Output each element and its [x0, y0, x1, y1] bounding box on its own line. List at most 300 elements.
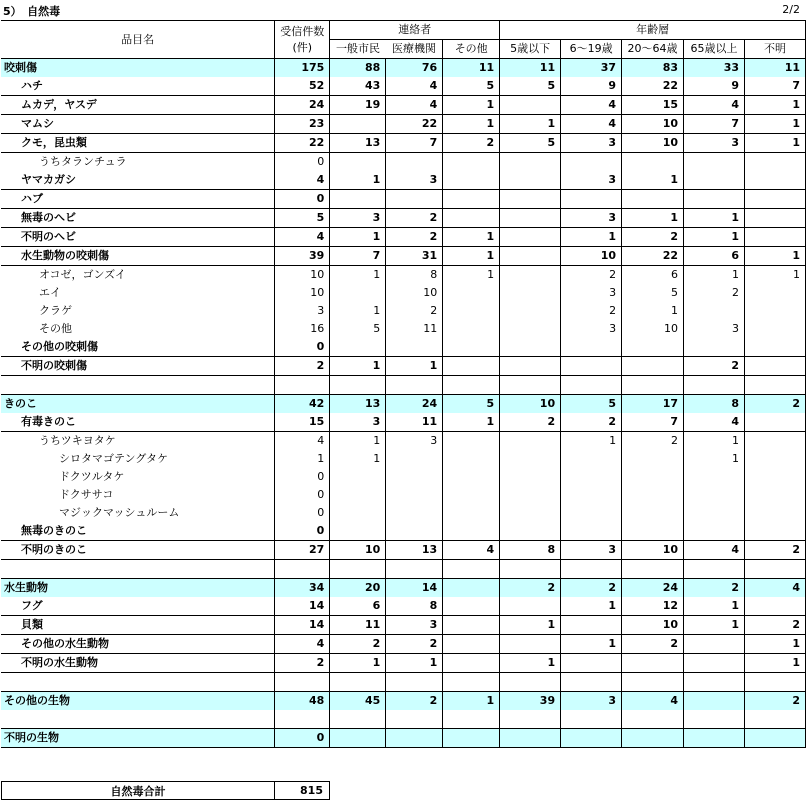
table-row: [1, 190, 806, 209]
age-count: [684, 654, 745, 673]
section-title: 5） 自然毒: [3, 5, 61, 18]
contact-count: 1: [443, 115, 500, 134]
age-count: [561, 468, 622, 486]
age-count: 6: [622, 266, 684, 285]
age-count: 1: [684, 228, 745, 247]
age-count: 3: [561, 134, 622, 153]
table-row: [1, 209, 806, 228]
table-row: [1, 486, 806, 504]
contact-count: [386, 710, 443, 729]
table-row: [1, 692, 806, 711]
age-count: 1: [745, 266, 806, 285]
received-count-header: [275, 21, 330, 59]
received-label: 受信件数: [280, 24, 325, 38]
item-name: 水生動物: [1, 579, 275, 598]
age-count: [500, 635, 561, 654]
age-count: [622, 338, 684, 357]
contact-count: 1: [443, 96, 500, 115]
age-count: [561, 376, 622, 395]
age-count: 39: [500, 692, 561, 711]
age-count: [622, 357, 684, 376]
received-count: [275, 710, 330, 729]
age-count: 7: [622, 413, 684, 432]
age-count: 1: [745, 134, 806, 153]
table-row: [1, 673, 806, 692]
age-count: [684, 729, 745, 748]
age-count: [500, 673, 561, 692]
received-count: 175: [275, 59, 330, 78]
contact-count: 2: [330, 635, 386, 654]
age-col-header: 不明: [745, 40, 806, 59]
item-name: [1, 673, 275, 692]
received-count: 0: [275, 522, 330, 541]
age-count: 1: [561, 432, 622, 451]
contact-count: 13: [330, 134, 386, 153]
table-row: [1, 266, 806, 285]
received-count: 4: [275, 228, 330, 247]
contact-count: 3: [386, 171, 443, 190]
age-count: [500, 266, 561, 285]
age-count: 1: [684, 450, 745, 468]
contact-count: [443, 284, 500, 302]
age-count: 1: [561, 635, 622, 654]
age-count: 4: [561, 115, 622, 134]
age-count: [684, 635, 745, 654]
age-count: 1: [745, 654, 806, 673]
age-col-header: 65歳以上: [684, 40, 745, 59]
age-count: 22: [622, 77, 684, 96]
age-count: [622, 153, 684, 172]
contact-col-header: 一般市民: [330, 40, 386, 59]
age-count: [745, 228, 806, 247]
age-count: [745, 376, 806, 395]
age-count: 1: [684, 266, 745, 285]
table-row: [1, 59, 806, 78]
item-name: 不明のヘビ: [1, 228, 275, 247]
age-count: [745, 153, 806, 172]
received-count: 14: [275, 597, 330, 616]
table-row: [1, 579, 806, 598]
age-count: [745, 486, 806, 504]
received-count: 34: [275, 579, 330, 598]
age-count: [745, 209, 806, 228]
table-row: [1, 413, 806, 432]
item-name: オコゼ，ゴンズイ: [39, 268, 126, 281]
age-count: [684, 560, 745, 579]
contact-count: 13: [330, 395, 386, 414]
contact-count: 45: [330, 692, 386, 711]
age-count: [745, 284, 806, 302]
age-count: 11: [745, 59, 806, 78]
contact-count: 11: [386, 413, 443, 432]
contact-count: 10: [386, 284, 443, 302]
item-name: クモ，昆虫類: [1, 134, 275, 153]
contact-count: 1: [386, 357, 443, 376]
age-count: [684, 338, 745, 357]
age-count: [684, 486, 745, 504]
contact-count: [443, 579, 500, 598]
table-row: [1, 134, 806, 153]
contact-count: 1: [330, 654, 386, 673]
age-group-header: 年齢層: [500, 21, 806, 40]
age-count: [561, 450, 622, 468]
age-count: [500, 171, 561, 190]
received-count: 0: [275, 729, 330, 748]
table-row: [1, 468, 806, 486]
age-count: [561, 710, 622, 729]
contact-count: [386, 673, 443, 692]
contact-count: 2: [386, 692, 443, 711]
age-count: 1: [745, 115, 806, 134]
contact-count: 3: [386, 432, 443, 451]
age-count: [561, 522, 622, 541]
age-count: [622, 468, 684, 486]
item-name: 不明の生物: [1, 729, 275, 748]
contact-count: 1: [443, 247, 500, 266]
contact-count: 11: [443, 59, 500, 78]
age-count: 6: [684, 247, 745, 266]
received-count: 24: [275, 96, 330, 115]
age-count: 9: [684, 77, 745, 96]
item-name: その他の生物: [1, 692, 275, 711]
contact-count: [330, 729, 386, 748]
age-count: 3: [684, 134, 745, 153]
age-count: [622, 560, 684, 579]
received-count: 15: [275, 413, 330, 432]
age-count: 9: [561, 77, 622, 96]
item-name: その他: [39, 322, 72, 335]
contact-count: [443, 635, 500, 654]
age-count: 5: [561, 395, 622, 414]
age-count: 83: [622, 59, 684, 78]
age-count: 3: [561, 320, 622, 338]
contact-count: 2: [386, 635, 443, 654]
age-count: 3: [561, 284, 622, 302]
received-count: 2: [275, 357, 330, 376]
age-count: [500, 284, 561, 302]
item-name: ヤマカガシ: [1, 171, 275, 190]
contact-count: [386, 450, 443, 468]
age-count: [622, 673, 684, 692]
table-row: [1, 338, 806, 357]
age-count: 17: [622, 395, 684, 414]
age-count: [684, 171, 745, 190]
age-count: 37: [561, 59, 622, 78]
received-count: 10: [275, 284, 330, 302]
item-name: [1, 560, 275, 579]
age-count: 10: [622, 541, 684, 560]
age-count: [622, 504, 684, 522]
age-count: 1: [500, 115, 561, 134]
age-count: [561, 560, 622, 579]
table-row: [1, 153, 806, 172]
age-count: [745, 560, 806, 579]
age-count: [745, 432, 806, 451]
received-count: 10: [275, 266, 330, 285]
age-count: 4: [745, 579, 806, 598]
age-count: [745, 357, 806, 376]
age-count: [500, 153, 561, 172]
item-name: フグ: [1, 597, 275, 616]
contact-count: [443, 654, 500, 673]
age-count: 24: [622, 579, 684, 598]
contact-count: 19: [330, 96, 386, 115]
item-name: 不明のきのこ: [1, 541, 275, 560]
age-count: [500, 522, 561, 541]
age-count: 10: [622, 134, 684, 153]
contact-count: [443, 597, 500, 616]
age-count: 4: [622, 692, 684, 711]
age-count: [745, 597, 806, 616]
age-count: 3: [561, 541, 622, 560]
contact-count: 43: [330, 77, 386, 96]
received-count: 14: [275, 616, 330, 635]
contact-count: 76: [386, 59, 443, 78]
contact-count: [443, 450, 500, 468]
age-count: 2: [561, 413, 622, 432]
age-count: [745, 302, 806, 320]
contact-count: [443, 504, 500, 522]
received-count: 3: [275, 302, 330, 320]
contact-count: 8: [386, 597, 443, 616]
age-count: 2: [684, 579, 745, 598]
age-count: [500, 597, 561, 616]
contact-count: 13: [386, 541, 443, 560]
received-count: 0: [275, 338, 330, 357]
table-row: [1, 77, 806, 96]
contact-count: 14: [386, 579, 443, 598]
contact-count: 1: [330, 357, 386, 376]
received-count: [275, 673, 330, 692]
contact-count: 2: [386, 209, 443, 228]
age-count: [684, 468, 745, 486]
contact-count: [330, 115, 386, 134]
age-count: [561, 504, 622, 522]
age-count: 1: [622, 209, 684, 228]
age-count: 5: [500, 77, 561, 96]
age-count: [745, 190, 806, 209]
age-count: 1: [684, 209, 745, 228]
contact-count: 31: [386, 247, 443, 266]
contact-count: 1: [330, 432, 386, 451]
age-count: [561, 654, 622, 673]
age-count: 3: [561, 692, 622, 711]
age-count: 1: [622, 302, 684, 320]
item-name: [1, 710, 275, 729]
contact-count: 3: [330, 413, 386, 432]
age-count: 2: [500, 579, 561, 598]
age-col-header: 5歳以下: [500, 40, 561, 59]
item-name: 咬刺傷: [1, 59, 275, 78]
received-count: 2: [275, 654, 330, 673]
age-count: 2: [684, 357, 745, 376]
contact-count: [443, 468, 500, 486]
age-count: [500, 504, 561, 522]
received-count: 1: [275, 450, 330, 468]
contact-count: [443, 376, 500, 395]
age-col-header: 20～64歳: [622, 40, 684, 59]
received-count: 23: [275, 115, 330, 134]
age-count: 8: [684, 395, 745, 414]
contact-count: 3: [386, 616, 443, 635]
contact-count: 1: [330, 171, 386, 190]
age-count: 10: [561, 247, 622, 266]
contact-count: [386, 468, 443, 486]
age-count: [684, 190, 745, 209]
item-name: 不明の咬刺傷: [1, 357, 275, 376]
contact-count: 5: [330, 320, 386, 338]
item-name: 無毒のきのこ: [1, 522, 275, 541]
total-row: [1, 781, 330, 800]
age-count: 2: [745, 395, 806, 414]
received-count: 48: [275, 692, 330, 711]
age-count: [745, 729, 806, 748]
age-count: 2: [684, 284, 745, 302]
contact-count: [386, 486, 443, 504]
contact-count: [330, 190, 386, 209]
item-name: クラゲ: [39, 304, 72, 317]
item-name: 有毒きのこ: [1, 413, 275, 432]
table-row: [1, 654, 806, 673]
age-count: [500, 450, 561, 468]
age-count: 4: [684, 413, 745, 432]
age-count: [684, 673, 745, 692]
table-row: [1, 710, 806, 729]
age-count: 10: [622, 320, 684, 338]
item-name-header: 品目名: [1, 21, 275, 59]
age-count: [500, 468, 561, 486]
age-count: 5: [622, 284, 684, 302]
received-count: 5: [275, 209, 330, 228]
contact-count: 5: [443, 77, 500, 96]
age-count: 1: [500, 654, 561, 673]
contact-count: [386, 338, 443, 357]
age-count: [684, 710, 745, 729]
age-count: 33: [684, 59, 745, 78]
age-count: [500, 247, 561, 266]
contact-count: 1: [443, 692, 500, 711]
contact-count: [443, 729, 500, 748]
contact-count: [443, 560, 500, 579]
age-count: [745, 504, 806, 522]
age-count: 2: [561, 266, 622, 285]
age-count: [500, 560, 561, 579]
age-count: [684, 522, 745, 541]
table-row: [1, 302, 806, 320]
age-count: [622, 729, 684, 748]
age-count: 3: [684, 320, 745, 338]
age-count: [561, 616, 622, 635]
item-name: 貝類: [1, 616, 275, 635]
age-count: [561, 190, 622, 209]
age-count: [622, 654, 684, 673]
page-number: 2/2: [782, 3, 800, 16]
contact-count: [443, 522, 500, 541]
age-count: 2: [622, 432, 684, 451]
contact-count: [443, 357, 500, 376]
age-count: 1: [561, 597, 622, 616]
contact-count: [330, 468, 386, 486]
contact-count: [330, 522, 386, 541]
age-count: [500, 338, 561, 357]
age-count: 10: [500, 395, 561, 414]
received-count: 0: [275, 468, 330, 486]
age-count: 15: [622, 96, 684, 115]
table-row: [1, 395, 806, 414]
item-name: うちツキヨタケ: [39, 434, 116, 447]
received-count: [275, 560, 330, 579]
age-count: 2: [745, 541, 806, 560]
age-count: 10: [622, 616, 684, 635]
age-count: [622, 450, 684, 468]
age-count: 1: [622, 171, 684, 190]
age-count: 1: [684, 597, 745, 616]
item-name: [1, 376, 275, 395]
age-count: 4: [561, 96, 622, 115]
contact-col-header: 医療機関: [386, 40, 443, 59]
contact-count: 10: [330, 541, 386, 560]
item-name: うちタランチュラ: [39, 155, 127, 168]
received-count: 52: [275, 77, 330, 96]
contact-count: [330, 486, 386, 504]
received-count: 4: [275, 635, 330, 654]
contact-count: 2: [443, 134, 500, 153]
age-count: [745, 338, 806, 357]
table-row: [1, 635, 806, 654]
table-row: [1, 432, 806, 451]
table-row: [1, 504, 806, 522]
contact-group-header: 連絡者: [330, 21, 500, 40]
contact-count: 88: [330, 59, 386, 78]
contact-count: [443, 153, 500, 172]
contact-count: 1: [443, 228, 500, 247]
table-row: [1, 376, 806, 395]
received-count: 22: [275, 134, 330, 153]
contact-count: 1: [386, 654, 443, 673]
contact-count: [330, 284, 386, 302]
contact-count: 5: [443, 395, 500, 414]
table-row: [1, 247, 806, 266]
received-count: 27: [275, 541, 330, 560]
age-count: [500, 486, 561, 504]
age-count: [500, 209, 561, 228]
age-count: [745, 320, 806, 338]
contact-count: [330, 338, 386, 357]
age-count: 1: [684, 616, 745, 635]
age-count: [500, 320, 561, 338]
age-col-header: 6～19歳: [561, 40, 622, 59]
natural-toxin-table: [1, 20, 806, 748]
age-count: 1: [684, 432, 745, 451]
age-count: [622, 486, 684, 504]
age-count: 4: [684, 541, 745, 560]
contact-count: 24: [386, 395, 443, 414]
item-name: 水生動物の咬刺傷: [1, 247, 275, 266]
total-label: 自然毒合計: [2, 782, 275, 800]
age-count: 10: [622, 115, 684, 134]
item-name: 無毒のヘビ: [1, 209, 275, 228]
contact-count: [330, 376, 386, 395]
contact-count: [386, 190, 443, 209]
age-count: 11: [500, 59, 561, 78]
age-count: 1: [745, 635, 806, 654]
age-count: [500, 376, 561, 395]
contact-count: 1: [330, 228, 386, 247]
age-count: [500, 432, 561, 451]
contact-count: [443, 616, 500, 635]
age-count: 5: [500, 134, 561, 153]
contact-count: [443, 710, 500, 729]
